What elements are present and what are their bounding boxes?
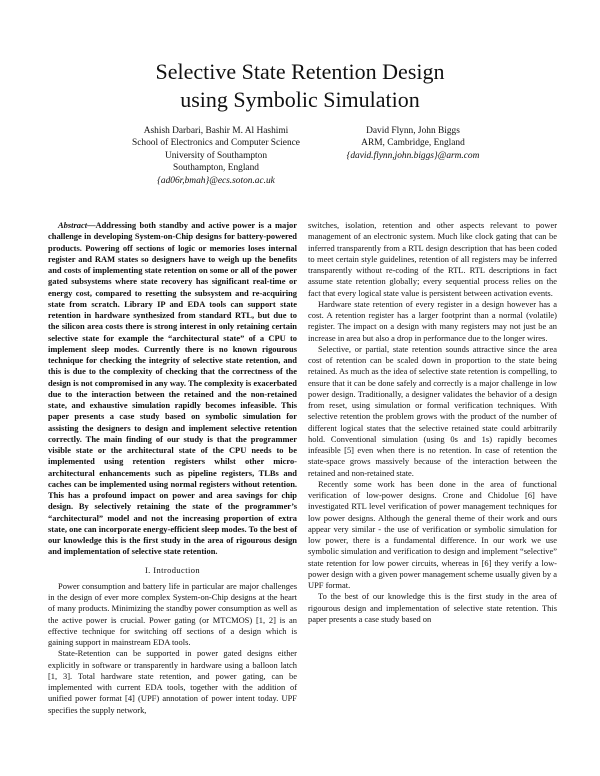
author-block-left bbox=[86, 125, 346, 187]
abstract bbox=[48, 220, 297, 558]
abstract-lead: Abstract bbox=[58, 220, 88, 230]
right-column bbox=[308, 220, 557, 625]
author-names-left: Ashish Darbari, Bashir M. Al Hashimi bbox=[143, 126, 289, 136]
paragraph: Hardware state retention of every register in a design however has a cost. A retention register has a larger footprint than a normal (volatile) register. The impact on a design with many registers may not just be an increase in area but also a drop in performance due to the longer wires. bbox=[308, 298, 557, 343]
paragraph: To the best of our knowledge this is the first study in the area of rigourous design and implementation of selective state retention. This paper presents a case study based on bbox=[308, 591, 557, 624]
author-block-right bbox=[312, 125, 514, 162]
author-university-left: University of Southampton bbox=[164, 150, 268, 161]
paragraph: switches, isolation, retention and other aspects relevant to power management of an electronic system. Much like clock gating that can be inferred transparently from a RTL design description that has been coded to meet certain style guidelines, retention of all registers may be inferred transparently without re-coding of the RTL. RTL descriptions in fact assume state retention globally; every sequential process relies on the fact that every logical state value is persistent between activation events. bbox=[308, 220, 557, 298]
author-names-right: David Flynn, John Biggs bbox=[366, 126, 460, 136]
title-line-2: using Symbolic Simulation bbox=[180, 87, 420, 112]
author-email-right: {david.flynn,john.biggs}@arm.com bbox=[346, 150, 480, 161]
author-affiliation-right: ARM, Cambridge, England bbox=[361, 138, 465, 149]
paper-title bbox=[0, 58, 600, 114]
paragraph: State-Retention can be supported in power gated designs either explicitly in software or transparently in hardware using a balloon latch [1, 3]. Total hardware state retention, and power gating, can be implemented with current EDA tools, together with the addition of unified power format [4] (UPF) annotation of power intent today. UPF specifies the supply network, bbox=[48, 648, 297, 715]
author-email-left: {ad06r,bmah}@ecs.soton.ac.uk bbox=[157, 175, 275, 186]
section-heading: I. Introduction bbox=[144, 564, 201, 575]
author-affiliation-left: School of Electronics and Computer Science bbox=[132, 138, 300, 149]
paragraph: Selective, or partial, state retention sounds attractive since the area cost of retention can be scaled down in proportion to the state being retained. As much as the idea of selective state retention is compelling, to ensure that it can be done safely and correctly is a major challenge in low power design. Traditionally, a designer validates the behavior of a design from reset, using simulation or formal verification techniques. With selective retention the problem grows with the product of the number of different logical states that the selective retained state could arbitrarily hold. Conventional simulation (using 0s and 1s) rapidly becomes infeasible [5] even when there is no retention. In case of retention the state-space grows massively because of the interaction between the retained and non-retained state. bbox=[308, 343, 557, 478]
author-location-left: Southampton, England bbox=[173, 163, 259, 174]
paragraph: Power consumption and battery life in particular are major challenges in the design of ever more complex System-on-Chip designs at the heart of many products. Minimizing the standby power consumption as well as the active power is crucial. Power gating (or MTCMOS) [1, 2] is an effective technique for switching off sections of a design which is gaining support in mainstream EDA tools. bbox=[48, 580, 297, 647]
paragraph: Recently some work has been done in the area of functional verification of low-power designs. Crone and Chidolue [6] have investigated RTL level verification of power management techniques for low power designs. Although the general theme of their work and ours appear very similar - the use of verification or symbolic simulation for low power, there is a fundamental difference. In our work we use symbolic simulation and verification to design and implement “selective” state retention for low power circuits, whereas in [6] they verify a low-power design with a given power management scheme usually given by a UPF format. bbox=[308, 478, 557, 590]
abstract-body: —Addressing both standby and active power is a major challenge in developing System-on-Chip designs for battery-powered products. Powering off sections of logic or memories loses internal register and RAM states so designers have to weigh up the benefits and costs of implementing state retention on some or all of the power gated subsystems where state recovery has significant real-time or energy cost, compared to resetting the subsystem and re-acquiring state from scratch. Library IP and EDA tools can support state retention in hardware synthesized from standard RTL, but due to the silicon area costs there is strong interest in only retaining certain selective state for example the “architectural state” of a CPU to implement sleep modes. Currently there is no known rigourous technique for checking the integrity of selective state retention, and this is due to the complexity of checking that the correctness of the design is not compromised in any way. The complexity is exacerbated due to the interaction between the retained and the non-retained state, and exhaustive simulation rapidly becomes infeasible. This paper presents a case study based on symbolic simulation for assisting the designers to design and implement selective retention correctly. The main finding of our study is that the programmer visible state or the architectural state of the CPU needs to be implemented using retention registers whilst other micro-architectural enhancements such as pipeline registers, TLBs and caches can be implemented using normal registers without retention. This has a profound impact on power and area savings for chip design. By selectively retaining the state of the programmer’s “architectural” model and not the increasing proportion of extra state, one can incorporate energy-efficient sleep modes. To the best of our knowledge this is the first study in the area of rigourous design and implementation of selective state retention. bbox=[48, 220, 297, 557]
left-column bbox=[48, 220, 297, 716]
title-line-1: Selective State Retention Design bbox=[155, 59, 445, 84]
